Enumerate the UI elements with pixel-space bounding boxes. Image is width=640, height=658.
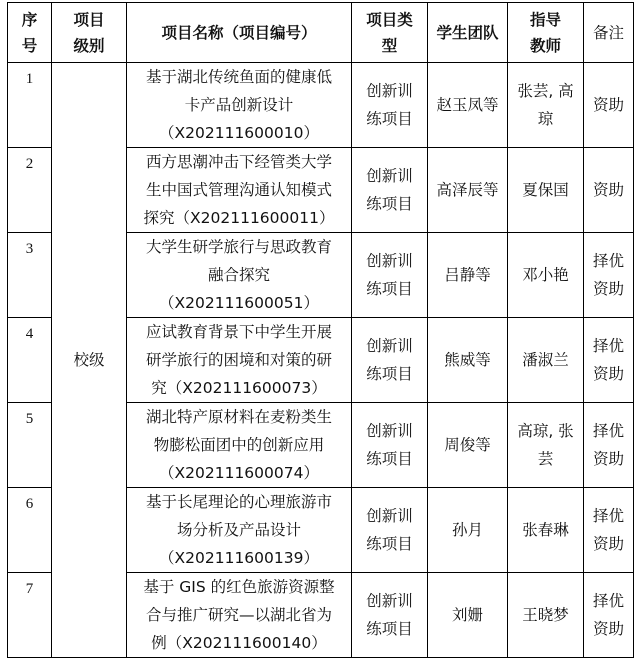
cell-student-team: 周俊等 [428,403,508,488]
cell-seq: 7 [8,573,52,658]
header-team: 学生团队 [428,3,508,63]
cell-advisor: 潘淑兰 [508,318,584,403]
cell-seq: 1 [8,63,52,148]
cell-project-name: 湖北特产原材料在麦粉类生 物膨松面团中的创新应用 （X202111600074） [127,403,352,488]
cell-project-type: 创新训 练项目 [352,403,428,488]
cell-project-type: 创新训 练项目 [352,318,428,403]
cell-remark: 择优 资助 [584,233,634,318]
cell-seq: 3 [8,233,52,318]
table-row [8,63,634,148]
cell-seq: 2 [8,148,52,233]
cell-project-name: 西方思潮冲击下经管类大学 生中国式管理沟通认知模式 探究（X202111600011） [127,148,352,233]
cell-project-type: 创新训 练项目 [352,233,428,318]
cell-student-team: 高泽辰等 [428,148,508,233]
cell-remark: 择优 资助 [584,488,634,573]
cell-project-type: 创新训 练项目 [352,488,428,573]
header-advisor: 指导 教师 [508,3,584,63]
cell-advisor: 高琼, 张 芸 [508,403,584,488]
cell-advisor: 张芸, 高 琼 [508,63,584,148]
header-level: 项目 级别 [52,3,127,63]
cell-advisor: 邓小艳 [508,233,584,318]
project-table [7,2,634,658]
header-row [8,3,634,63]
cell-student-team: 刘姗 [428,573,508,658]
cell-project-name: 基于 GIS 的红色旅游资源整 合与推广研究—以湖北省为 例（X202111600140） [127,573,352,658]
cell-remark: 择优 资助 [584,573,634,658]
cell-project-name: 应试教育背景下中学生开展 研学旅行的困境和对策的研 究（X202111600073） [127,318,352,403]
cell-project-name: 大学生研学旅行与思政教育 融合探究 （X202111600051） [127,233,352,318]
cell-remark: 资助 [584,148,634,233]
cell-project-type: 创新训 练项目 [352,63,428,148]
cell-remark: 择优 资助 [584,318,634,403]
cell-seq: 4 [8,318,52,403]
cell-student-team: 孙月 [428,488,508,573]
cell-project-name: 基于湖北传统鱼面的健康低 卡产品创新设计 （X202111600010） [127,63,352,148]
cell-seq: 5 [8,403,52,488]
cell-project-type: 创新训 练项目 [352,573,428,658]
cell-level: 校级 [52,63,127,658]
cell-remark: 择优 资助 [584,403,634,488]
header-remark: 备注 [584,3,634,63]
cell-advisor: 张春琳 [508,488,584,573]
header-type: 项目类 型 [352,3,428,63]
header-name: 项目名称（项目编号） [127,3,352,63]
cell-student-team: 吕静等 [428,233,508,318]
cell-advisor: 夏保国 [508,148,584,233]
cell-seq: 6 [8,488,52,573]
cell-remark: 资助 [584,63,634,148]
header-seq: 序 号 [8,3,52,63]
cell-project-type: 创新训 练项目 [352,148,428,233]
cell-advisor: 王晓梦 [508,573,584,658]
cell-project-name: 基于长尾理论的心理旅游市 场分析及产品设计 （X202111600139） [127,488,352,573]
cell-student-team: 熊威等 [428,318,508,403]
cell-student-team: 赵玉凤等 [428,63,508,148]
